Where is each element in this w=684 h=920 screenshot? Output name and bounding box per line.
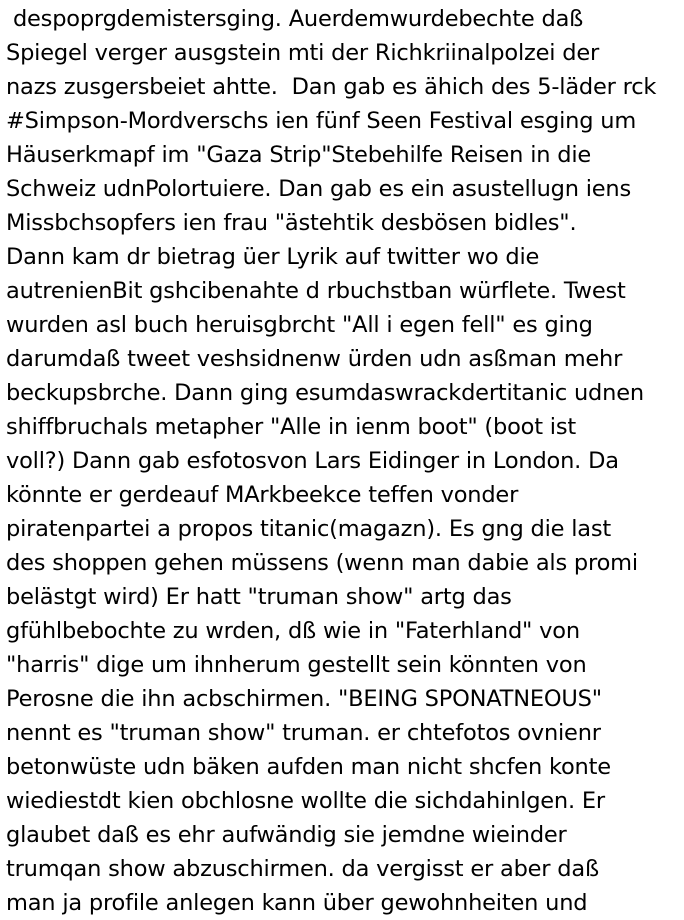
text-line: Dann kam dr bietrag üer Lyrik auf twitter wo die [6, 244, 540, 270]
text-line: trumqan show abzuschirmen. da vergisst er aber daß [6, 856, 599, 882]
text-line: darumdaß tweet veshsidnenw ürden udn asßman mehr [6, 346, 623, 372]
text-line: voll?) Dann gab esfotosvon Lars Eidinger in London. Da [6, 448, 619, 474]
text-line: gfühlbebochte zu wrden, dß wie in "Faterhland" von [6, 618, 580, 644]
text-line: Missbchsopfers ien frau "ästehtik desbösen bidles". [6, 210, 577, 236]
text-line: nennt es "truman show" truman. er chtefotos ovnienr [6, 720, 601, 746]
document-text [6, 2, 684, 920]
text-line: man ja profile anlegen kann über gewohnheiten und [6, 890, 588, 916]
text-line: "harris" dige um ihnherum gestellt sein könnten von [6, 652, 587, 678]
text-line: #Simpson-Mordverschs ien fünf Seen Festival esging um [6, 108, 637, 134]
text-line: betonwüste udn bäken aufden man nicht shcfen konte [6, 754, 611, 780]
text-line: wurden asl buch heruisgbrcht "All i egen fell" es ging [6, 312, 593, 338]
text-line: Schweiz udnPolortuiere. Dan gab es ein asustellugn iens [6, 176, 631, 202]
text-line: Häuserkmapf im "Gaza Strip"Stebehilfe Reisen in die [6, 142, 592, 168]
text-line: despoprgdemistersging. Auerdemwurdebechte daß [6, 6, 584, 32]
text-line: wiediestdt kien obchlosne wollte die sichdahinlgen. Er [6, 788, 605, 814]
text-line: autrenienBit gshcibenahte d rbuchstban würflete. Twest [6, 278, 626, 304]
text-line: könnte er gerdeauf MArkbeekce teffen vonder [6, 482, 519, 508]
text-line: Spiegel verger ausgstein mti der Richkriinalpolzei der [6, 40, 600, 66]
text-line: beckupsbrche. Dann ging esumdaswrackdertitanic udnen [6, 380, 644, 406]
text-line: piratenpartei a propos titanic(magazn). Es gng die last [6, 516, 612, 542]
text-line: belästgt wird) Er hatt "truman show" artg das [6, 584, 512, 610]
text-line: des shoppen gehen müssens (wenn man dabie als promi [6, 550, 638, 576]
text-line: nazs zusgersbeiet ahtte. Dan gab es ähich des 5-läder rck [6, 74, 657, 100]
text-line: shiffbruchals metapher "Alle in ienm boot" (boot ist [6, 414, 576, 440]
text-line: Perosne die ihn acbschirmen. "BEING SPONATNEOUS" [6, 686, 602, 712]
text-line: glaubet daß es ehr aufwändig sie jemdne wieinder [6, 822, 567, 848]
